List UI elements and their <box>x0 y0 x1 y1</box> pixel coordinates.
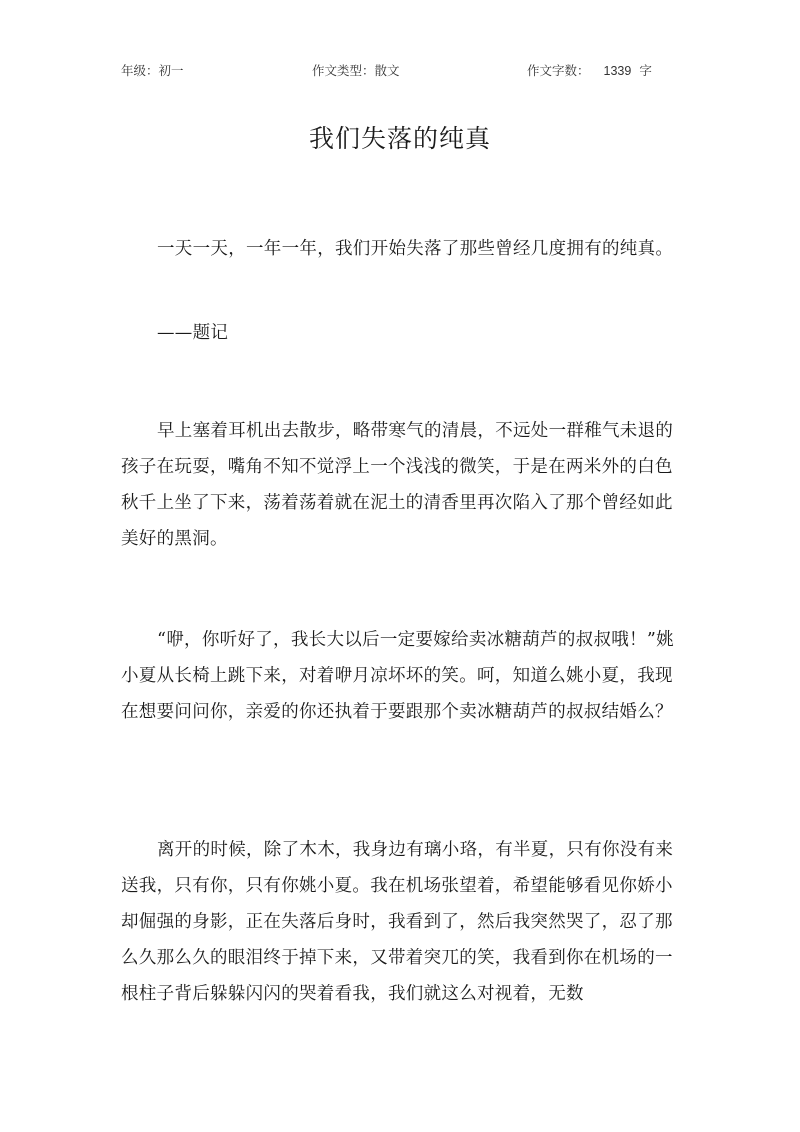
grade-label: 年级：初一 <box>121 63 184 78</box>
paragraph-3: 离开的时候，除了木木，我身边有璃小珞，有半夏，只有你没有来送我，只有你，只有你姚小夏。我在机场张望着，希望能够看见你娇小却倔强的身影，正在失落后身时，我看到了，然后我突然哭了，忍了那么久那么久的眼泪终于掉下来，又带着突兀的笑，我看到你在机场的一根柱子背后躲躲闪闪的哭着看我，我们就这么对视着，无数 <box>121 840 674 1004</box>
paragraph-2: “咿，你听好了，我长大以后一定要嫁给卖冰糖葫芦的叔叔哦！”姚小夏从长椅上跳下来，对着咿月凉坏坏的笑。呵，知道么姚小夏，我现在想要问问你，亲爱的你还执着于要跟那个卖冰糖葫芦的叔叔结婚么？ <box>121 630 674 722</box>
paragraph-1: 早上塞着耳机出去散步，略带寒气的清晨，不远处一群稚气未退的孩子在玩耍，嘴角不知不觉浮上一个浅浅的微笑，于是在两米外的白色秋千上坐了下来，荡着荡着就在泥土的清香里再次陷入了那个曾经如此美好的黑洞。 <box>121 421 674 549</box>
document-meta <box>0 61 800 81</box>
epigraph: 一天一天，一年一年，我们开始失落了那些曾经几度拥有的纯真。 <box>157 239 674 259</box>
page-title: 我们失落的纯真 <box>308 124 491 153</box>
word-count-unit: 字 <box>639 63 652 78</box>
word-count-label: 作文字数： <box>527 63 590 78</box>
word-count <box>527 61 652 79</box>
essay-type-label: 作文类型：散文 <box>312 63 400 78</box>
epigraph-source: ——题记 <box>157 323 229 343</box>
word-count-value: 1339 <box>603 64 632 78</box>
